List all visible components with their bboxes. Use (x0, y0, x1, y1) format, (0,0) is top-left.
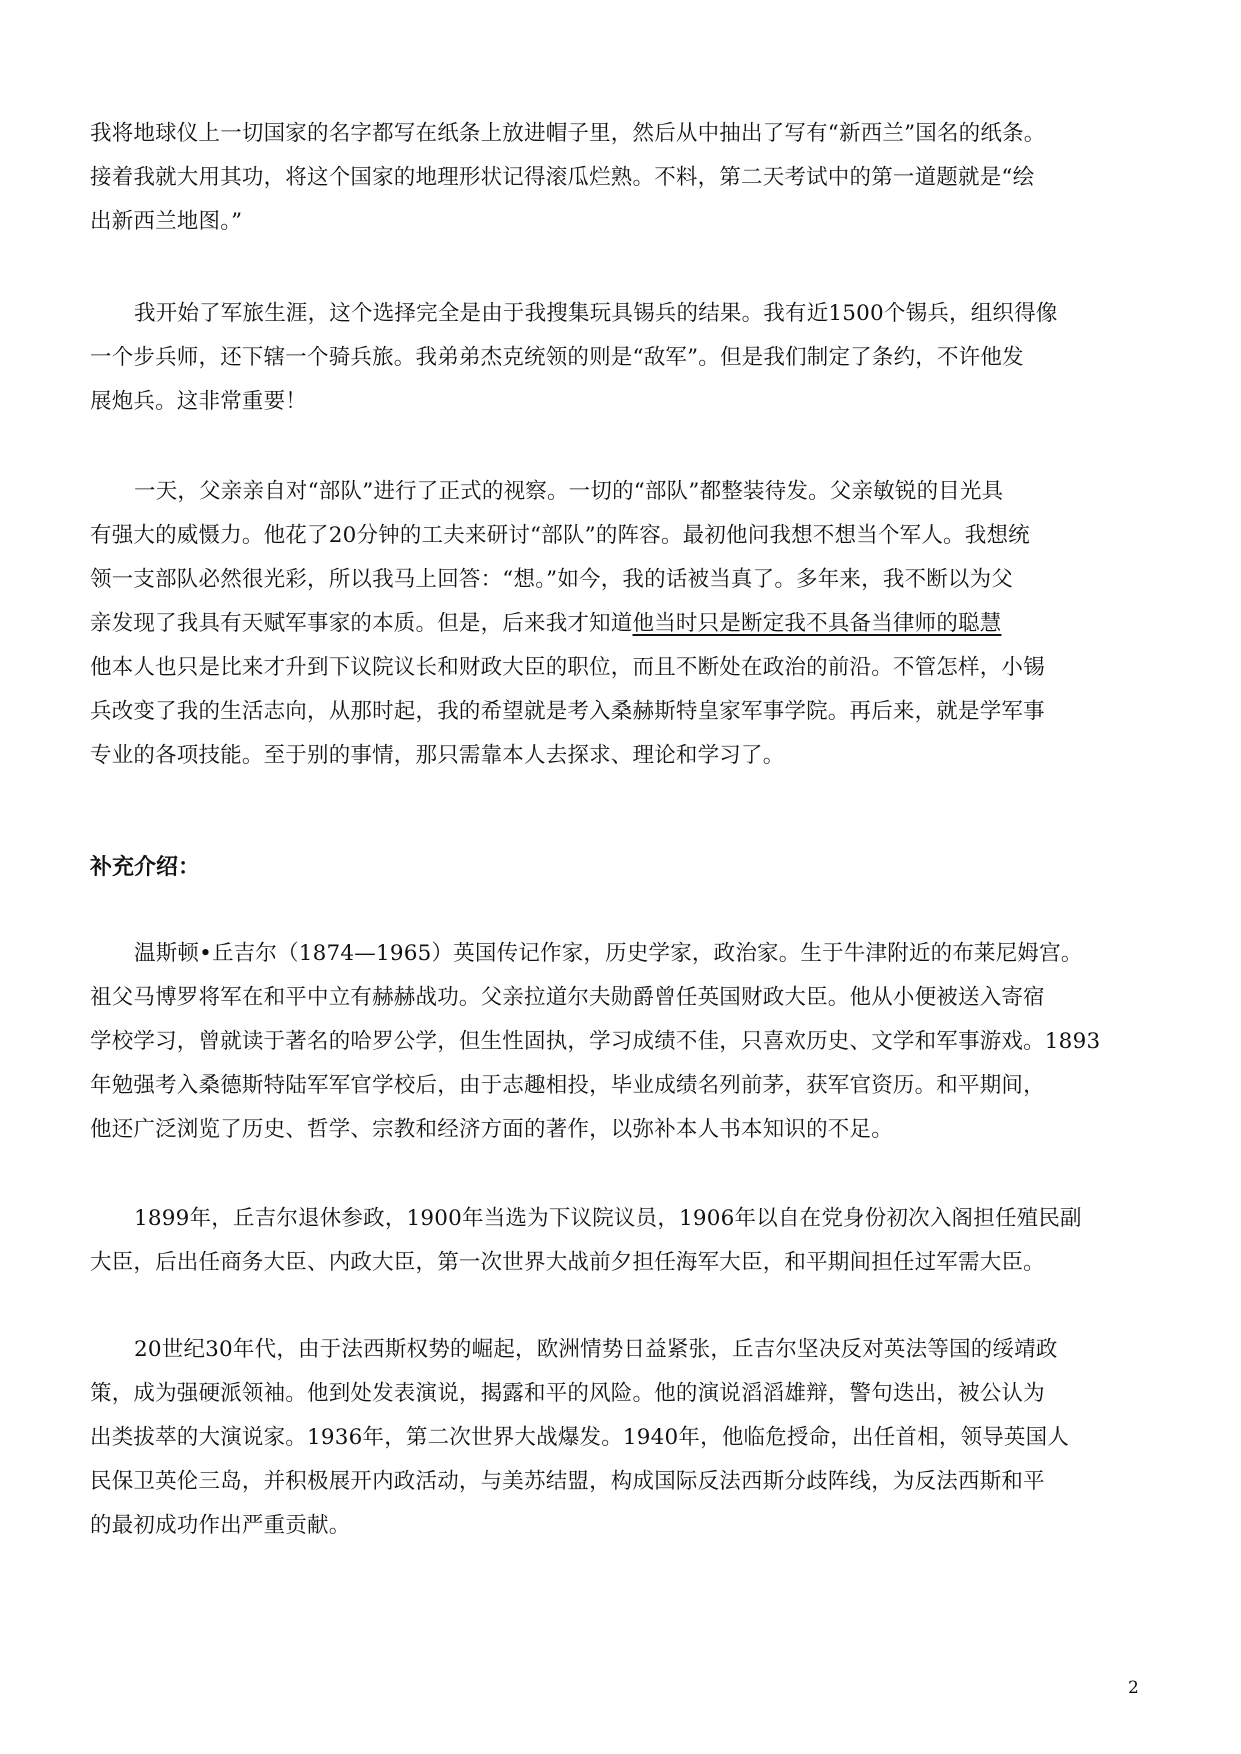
text-line: 1899年，丘吉尔退休参政，1900年当选为下议院议员，1906年以自在党身份初次入阁担任殖民副 (134, 1206, 1082, 1231)
paragraph-2 (90, 292, 1170, 424)
text-line: 出新西兰地图。” (90, 209, 243, 234)
paragraph-3 (90, 470, 1170, 778)
text-line: 我开始了军旅生涯，这个选择完全是由于我搜集玩具锡兵的结果。我有近1500个锡兵，组织得像 (134, 301, 1058, 326)
text-line: 大臣，后出任商务大臣、内政大臣，第一次世界大战前夕担任海军大臣，和平期间担任过军需大臣。 (90, 1250, 1045, 1275)
section-heading: 补充介绍： (90, 855, 201, 880)
text-line: 我将地球仪上一切国家的名字都写在纸条上放进帽子里，然后从中抽出了写有“新西兰”国名的纸条。 (90, 121, 1046, 146)
text-line: 祖父马博罗将军在和平中立有赫赫战功。父亲拉道尔夫勋爵曾任英国财政大臣。他从小便被送入寄宿 (90, 985, 1045, 1010)
paragraph-1 (90, 112, 1170, 244)
underlined-text: 他当时只是断定我不具备当律师的聪慧 (632, 611, 1002, 636)
text-line: 一个步兵师，还下辖一个骑兵旅。我弟弟杰克统领的则是“敌军”。但是我们制定了条约，不许他发 (90, 345, 1024, 370)
text-line: 他还广泛浏览了历史、哲学、宗教和经济方面的著作，以弥补本人书本知识的不足。 (90, 1117, 893, 1142)
text-line: 策，成为强硬派领袖。他到处发表演说，揭露和平的风险。他的演说滔滔雄辩，警句迭出，被公认为 (90, 1381, 1045, 1406)
page-number: 2 (1128, 1678, 1139, 1698)
text-line: 他本人也只是比来才升到下议院议长和财政大臣的职位，而且不断处在政治的前沿。不管怎样，小锡 (90, 655, 1045, 680)
text-line: 专业的各项技能。至于别的事情，那只需靠本人去探求、理论和学习了。 (90, 743, 785, 768)
text-line: 20世纪30年代，由于法西斯权势的崛起，欧洲情势日益紧张，丘吉尔坚决反对英法等国的绥靖政 (134, 1337, 1058, 1362)
text-line: 温斯顿•丘吉尔（1874—1965）英国传记作家，历史学家，政治家。生于牛津附近的布莱尼姆宫。 (134, 941, 1083, 966)
text-line: 领一支部队必然很光彩，所以我马上回答：“想。”如今，我的话被当真了。多年来，我不断以为父 (90, 567, 1014, 592)
paragraph-5 (90, 1197, 1170, 1285)
text-line: 有强大的威慑力。他花了20分钟的工夫来研讨“部队”的阵容。最初他问我想不想当个军人。我想统 (90, 523, 1030, 548)
text-line: 学校学习，曾就读于著名的哈罗公学，但生性固执，学习成绩不佳，只喜欢历史、文学和军事游戏。1893 (90, 1029, 1101, 1054)
text-line: 出类拔萃的大演说家。1936年，第二次世界大战爆发。1940年，他临危授命，出任首相，领导英国人 (90, 1425, 1070, 1450)
text-line: 的最初成功作出严重贡献。 (90, 1513, 351, 1538)
text-line: 年勉强考入桑德斯特陆军军官学校后，由于志趣相投，毕业成绩名列前茅，获军官资历。和平期间， (90, 1073, 1045, 1098)
text-line: 民保卫英伦三岛，并积极展开内政活动，与美苏结盟，构成国际反法西斯分歧阵线，为反法西斯和平 (90, 1469, 1045, 1494)
paragraph-4 (90, 932, 1170, 1152)
text-line: 接着我就大用其功，将这个国家的地理形状记得滚瓜烂熟。不料，第二天考试中的第一道题就是“绘 (90, 165, 1035, 190)
paragraph-6 (90, 1328, 1170, 1548)
text-fragment: 亲发现了我具有天赋军事家的本质。但是，后来我才知道 (90, 611, 633, 636)
text-line: 一天，父亲亲自对“部队”进行了正式的视察。一切的“部队”都整装待发。父亲敏锐的目光具 (134, 479, 1004, 504)
text-line (90, 602, 1170, 646)
text-line: 兵改变了我的生活志向，从那时起，我的希望就是考入桑赫斯特皇家军事学院。再后来，就是学军事 (90, 699, 1045, 724)
text-line: 展炮兵。这非常重要！ (90, 389, 308, 414)
